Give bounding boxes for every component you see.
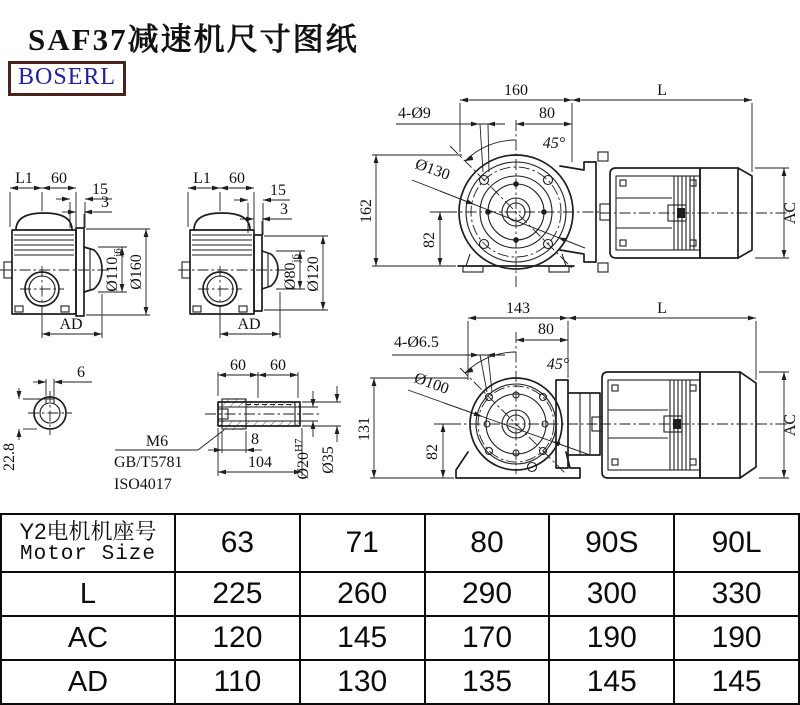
dim-center-height-label: 82: [421, 232, 438, 248]
hub-dia-value-2: Ø80: [282, 262, 299, 291]
cell-L-90l: 330: [674, 572, 799, 616]
dim-outer-dia-label: Ø35: [320, 446, 337, 474]
table-header-row: [1, 514, 799, 572]
dim-3-label-2: 3: [280, 201, 288, 218]
gearbox-side-view-large: [0, 170, 150, 338]
dim-pitch-label: 80: [539, 105, 555, 122]
front-view-top: [358, 82, 799, 290]
cell-AC-63: 120: [175, 616, 300, 660]
dim-ad-label-2: AD: [237, 316, 261, 333]
page-title: SAF37减速机尺寸图纸: [28, 22, 359, 57]
row-label-L: L: [1, 572, 175, 616]
dim-flange-dia-label-2: Ø120: [305, 256, 322, 292]
dim-l1-label-2: L1: [193, 170, 211, 187]
dim-width-label: 160: [504, 82, 528, 99]
header-col-71: 71: [300, 514, 425, 572]
dim-height-label: 162: [358, 199, 375, 223]
dim-hub-len-label: 104: [248, 454, 272, 471]
cell-AD-63: 110: [175, 660, 300, 704]
dim-bolt-circle-label: Ø130: [412, 155, 453, 184]
dim-motor-dia-label: AC: [782, 201, 799, 225]
screw-label: M6: [145, 433, 169, 450]
dim-15-label-2: 15: [270, 182, 286, 199]
cell-L-80: 290: [425, 572, 550, 616]
shaft-end-section: [1, 364, 92, 471]
standard2-label: ISO4017: [114, 476, 172, 493]
table-row-AD: [1, 660, 799, 704]
dim-width-label-2: 143: [506, 300, 530, 317]
hollow-shaft-view: [114, 357, 341, 493]
cell-AC-90l: 190: [674, 616, 799, 660]
dim-l1-label: L1: [15, 170, 33, 187]
header-col-90s: 90S: [549, 514, 674, 572]
dim-key-width-label: 6: [77, 364, 85, 381]
bore-fit-value: H7: [293, 438, 305, 452]
dim-angle-label: 45°: [542, 135, 566, 152]
front-view-bottom: [356, 300, 799, 478]
dim-angle-label-2: 45°: [546, 356, 570, 373]
hub-fit-value-2: j6: [290, 253, 302, 263]
header-col-63: 63: [175, 514, 300, 572]
dim-len2-label: 60: [270, 357, 286, 374]
header-label-en: Motor Size: [19, 543, 157, 567]
header-col-90l: 90L: [674, 514, 799, 572]
hub-fit-value: j6: [112, 248, 124, 257]
dim-key-len-label: 8: [251, 431, 259, 448]
dim-hub-dia-label: [104, 248, 124, 292]
header-label-cn: Y2电机机座号: [19, 519, 157, 545]
dim-pitch-label-2: 80: [538, 321, 554, 338]
table-row-L: [1, 572, 799, 616]
gearbox-side-view-small: [178, 170, 328, 338]
cell-AC-80: 170: [425, 616, 550, 660]
cell-AC-71: 145: [300, 616, 425, 660]
dim-length-label-2: L: [657, 300, 667, 317]
dim-length-label: L: [657, 82, 667, 99]
bore-value: Ø20: [295, 451, 312, 480]
dim-height-label-2: 131: [356, 417, 373, 441]
table-row-AC: [1, 616, 799, 660]
header-col-80: 80: [425, 514, 550, 572]
cell-L-90s: 300: [549, 572, 674, 616]
motor-size-table: [0, 513, 800, 705]
cell-L-71: 260: [300, 572, 425, 616]
cell-AC-90s: 190: [549, 616, 674, 660]
standard1-label: GB/T5781: [114, 454, 183, 471]
dim-center-height-label-2: 82: [424, 444, 441, 460]
dim-ad-label: AD: [59, 316, 83, 333]
cell-AD-80: 135: [425, 660, 550, 704]
dim-15-label: 15: [92, 181, 108, 198]
dim-hub-dia-label-2: [282, 253, 302, 290]
dim-bore-label: [293, 438, 312, 480]
cell-AD-71: 130: [300, 660, 425, 704]
dim-holes-label-2: 4-Ø6.5: [394, 334, 439, 351]
hub-dia-value: Ø110: [104, 256, 121, 292]
dim-60-label-2: 60: [229, 170, 245, 187]
dim-key-depth-label: 22.8: [1, 443, 18, 471]
dim-holes-label: 4-Ø9: [398, 105, 431, 122]
cell-AD-90l: 145: [674, 660, 799, 704]
dim-3-label: 3: [101, 194, 109, 211]
cell-L-63: 225: [175, 572, 300, 616]
dim-60-label: 60: [51, 170, 67, 187]
logo-text: BOSERL: [18, 64, 117, 90]
dim-flange-dia-label: Ø160: [128, 254, 145, 290]
dim-motor-dia-label-2: AC: [782, 413, 799, 437]
cell-AD-90s: 145: [549, 660, 674, 704]
row-label-AD: AD: [1, 660, 175, 704]
dim-bolt-circle-label-2: Ø100: [411, 369, 452, 398]
header-motor-size-cell: [1, 514, 175, 572]
row-label-AC: AC: [1, 616, 175, 660]
dim-len1-label: 60: [230, 357, 246, 374]
